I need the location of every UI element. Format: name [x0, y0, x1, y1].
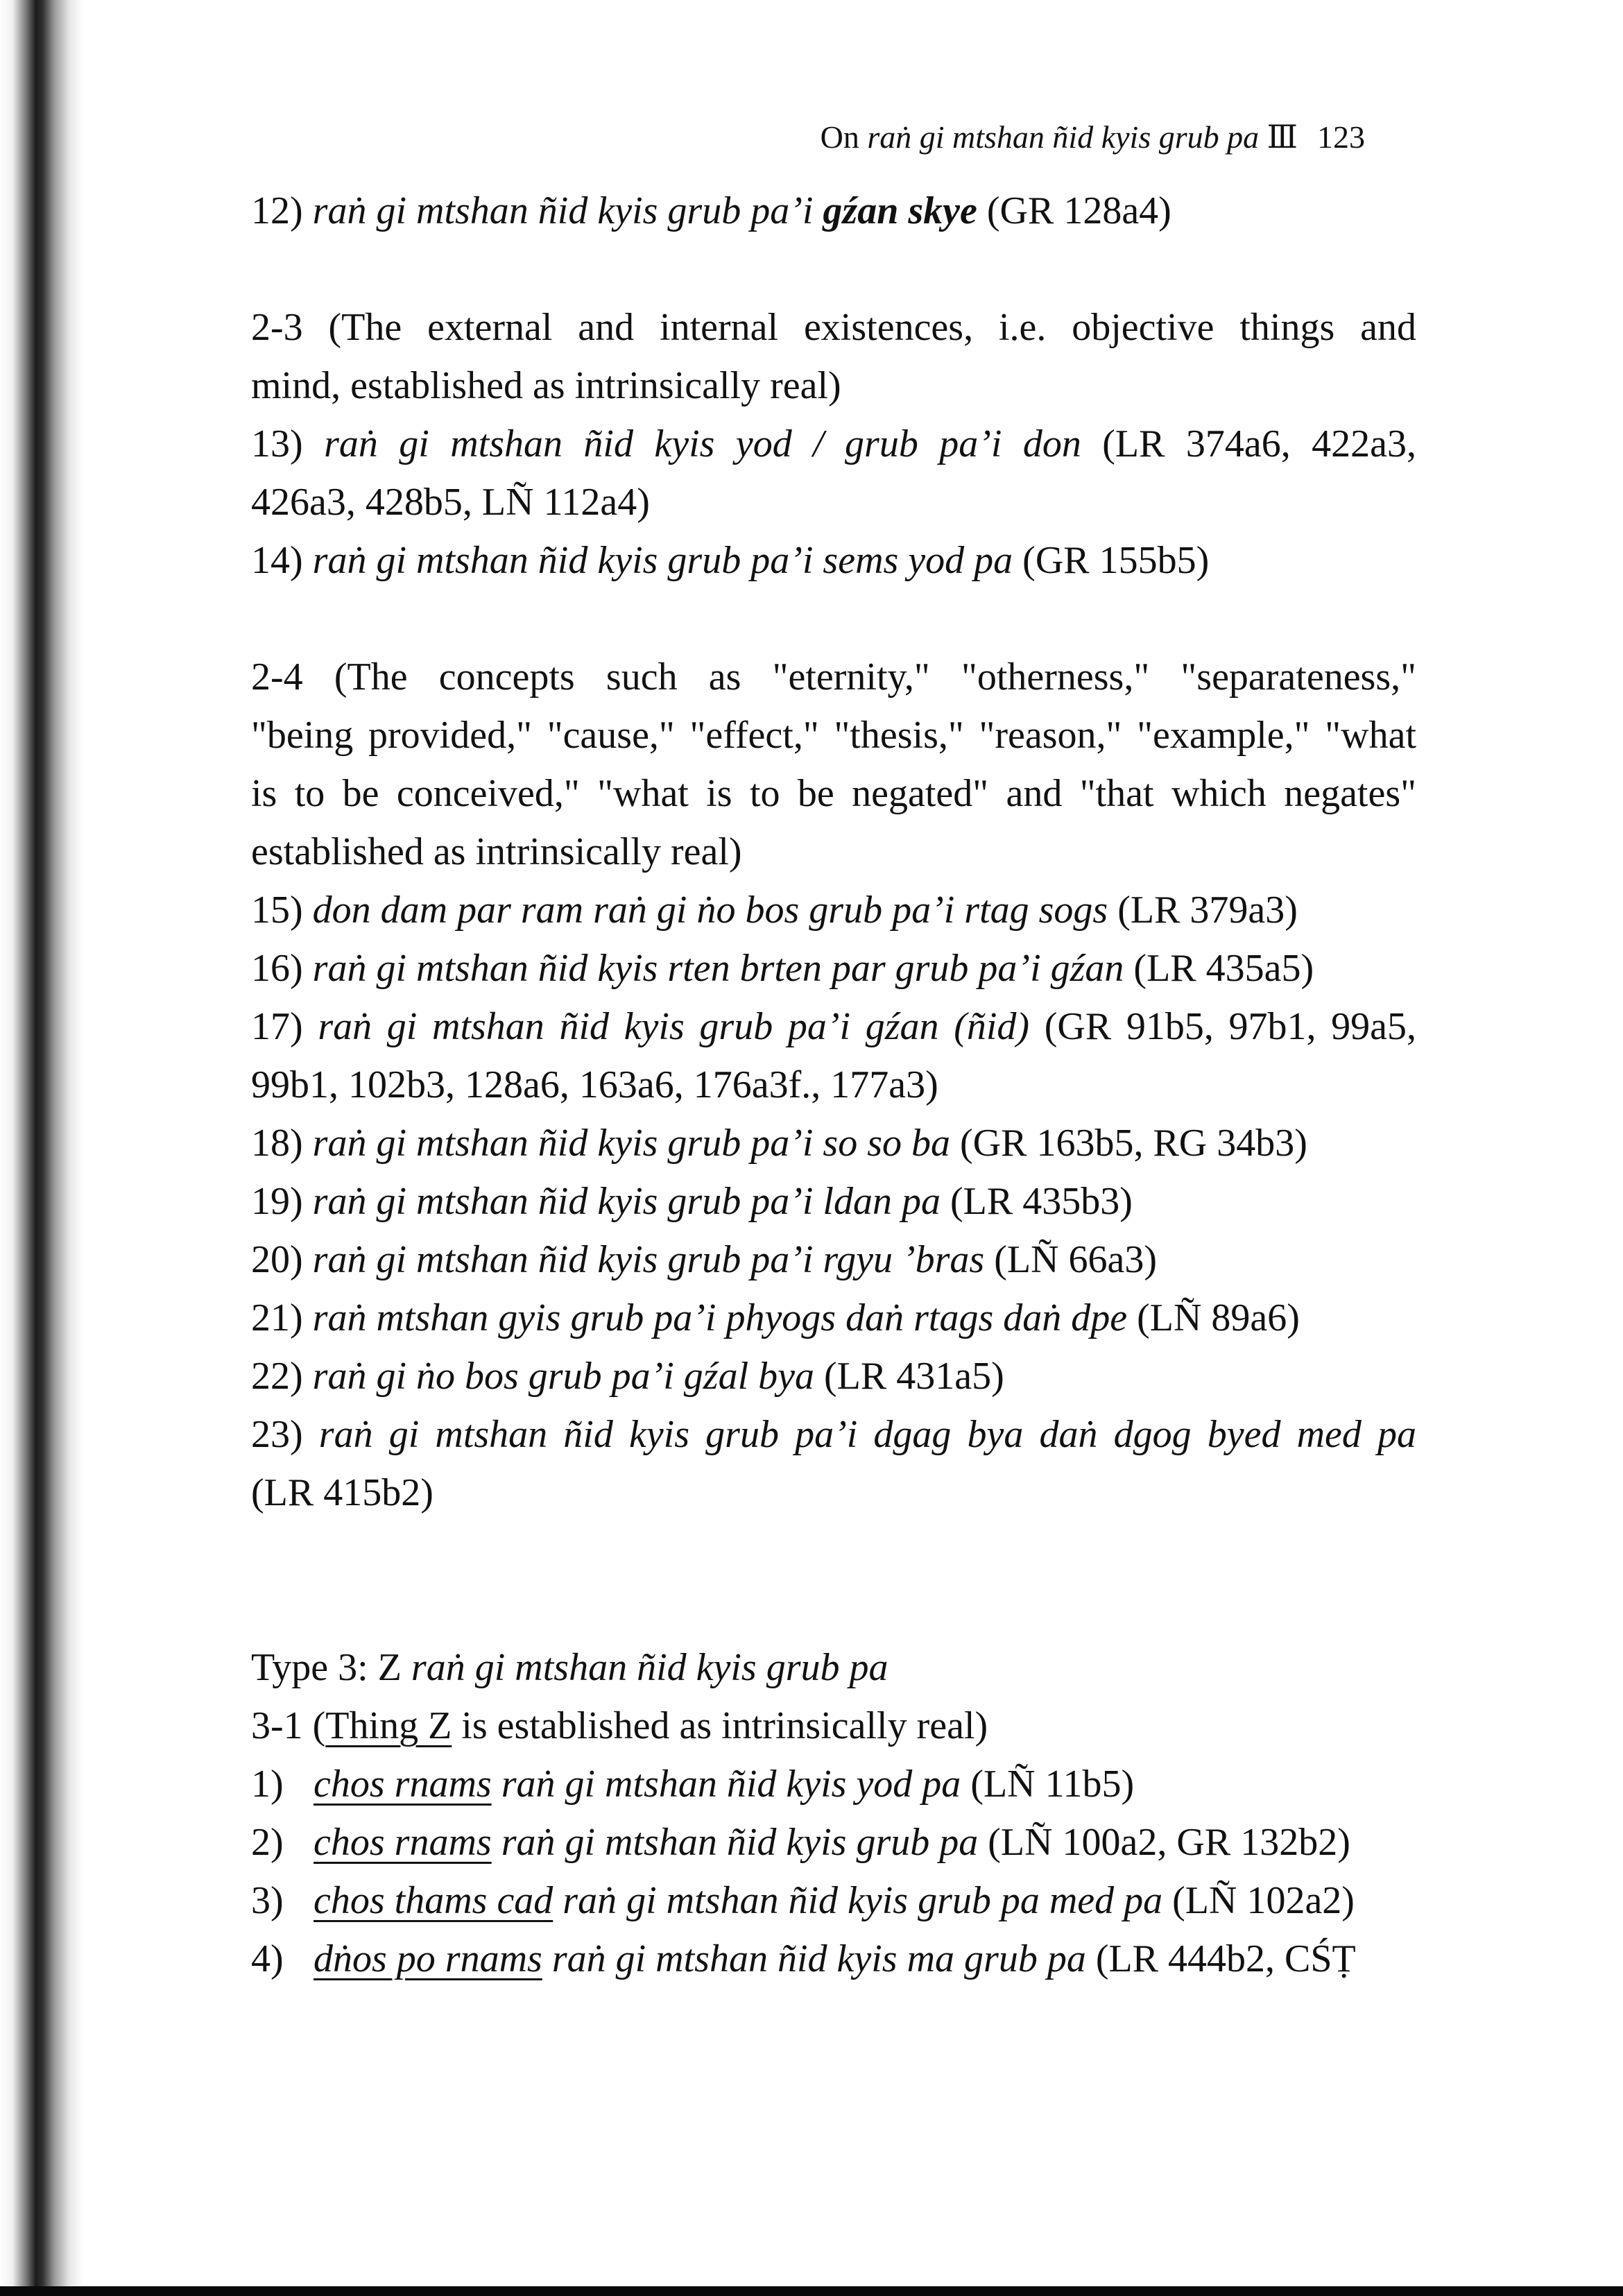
list-item-23-cont: (LR 415b2): [251, 1471, 433, 1514]
type3-item-1: 1) chos rnams raṅ gi mtshan ñid kyis yod pa (LÑ 11b5): [251, 1763, 1135, 1806]
list-item-13-cont: 426a3, 428b5, LÑ 112a4): [251, 481, 650, 524]
section-heading-2-3-cont: mind, established as intrinsically real): [251, 364, 841, 407]
section-heading-3-1: 3-1 (Thing Z is established as intrinsically real): [251, 1704, 988, 1747]
section-heading-2-4-line3: is to be conceived," "what is to be negated" and "that which negates": [251, 772, 1416, 815]
scan-shadow-left: [0, 0, 83, 2296]
section-heading-2-3: 2-3 (The external and internal existences, i.e. objective things and: [251, 306, 1416, 349]
list-item-20: 20) raṅ gi mtshan ñid kyis grub pa’i rgyu ’bras (LÑ 66a3): [251, 1238, 1158, 1281]
list-item-15: 15) don dam par ram raṅ gi ṅo bos grub pa’i rtag sogs (LR 379a3): [251, 889, 1298, 932]
running-header: On raṅ gi mtshan ñid kyis grub pa Ⅲ 123: [820, 119, 1365, 155]
list-item-23: 23) raṅ gi mtshan ñid kyis grub pa’i dgag bya daṅ dgog byed med pa: [251, 1413, 1416, 1456]
scan-edge-bottom: [0, 2286, 1623, 2296]
list-item-22: 22) raṅ gi ṅo bos grub pa’i gźal bya (LR 431a5): [251, 1355, 1004, 1398]
volume-mark: Ⅲ: [1266, 119, 1298, 155]
list-item-18: 18) raṅ gi mtshan ñid kyis grub pa’i so so ba (GR 163b5, RG 34b3): [251, 1122, 1307, 1165]
section-heading-2-4-line4: established as intrinsically real): [251, 830, 742, 873]
type-3-heading: Type 3: Z raṅ gi mtshan ñid kyis grub pa: [251, 1646, 888, 1689]
list-item-16: 16) raṅ gi mtshan ñid kyis rten brten par grub pa’i gźan (LR 435a5): [251, 947, 1314, 990]
list-item-12: 12) raṅ gi mtshan ñid kyis grub pa’i gźan skye (GR 128a4): [251, 189, 1171, 232]
list-item-21: 21) raṅ mtshan gyis grub pa’i phyogs daṅ rtags daṅ dpe (LÑ 89a6): [251, 1296, 1300, 1339]
type3-item-2: 2) chos rnams raṅ gi mtshan ñid kyis grub pa (LÑ 100a2, GR 132b2): [251, 1821, 1350, 1864]
type3-item-4: 4) dṅos po rnams raṅ gi mtshan ñid kyis ma grub pa (LR 444b2, CŚṬ: [251, 1937, 1356, 1980]
list-item-19: 19) raṅ gi mtshan ñid kyis grub pa’i ldan pa (LR 435b3): [251, 1180, 1133, 1223]
list-item-13: 13) raṅ gi mtshan ñid kyis yod / grub pa’i don (LR 374a6, 422a3,: [251, 422, 1417, 465]
page-number: 123: [1317, 119, 1365, 155]
header-title: raṅ gi mtshan ñid kyis grub pa: [867, 119, 1260, 155]
list-item-17: 17) raṅ gi mtshan ñid kyis grub pa’i gźan (ñid) (GR 91b5, 97b1, 99a5,: [251, 1005, 1417, 1048]
list-item-17-cont: 99b1, 102b3, 128a6, 163a6, 176a3f., 177a3): [251, 1063, 938, 1106]
page-body: [251, 182, 1416, 1988]
type3-item-3: 3) chos thams cad raṅ gi mtshan ñid kyis grub pa med pa (LÑ 102a2): [251, 1879, 1355, 1922]
section-heading-2-4-line2: "being provided," "cause," "effect," "thesis," "reason," "example," "what: [251, 714, 1416, 757]
list-item-14: 14) raṅ gi mtshan ñid kyis grub pa’i sems yod pa (GR 155b5): [251, 539, 1210, 582]
section-heading-2-4: 2-4 (The concepts such as "eternity," "otherness," "separateness,": [251, 656, 1416, 699]
